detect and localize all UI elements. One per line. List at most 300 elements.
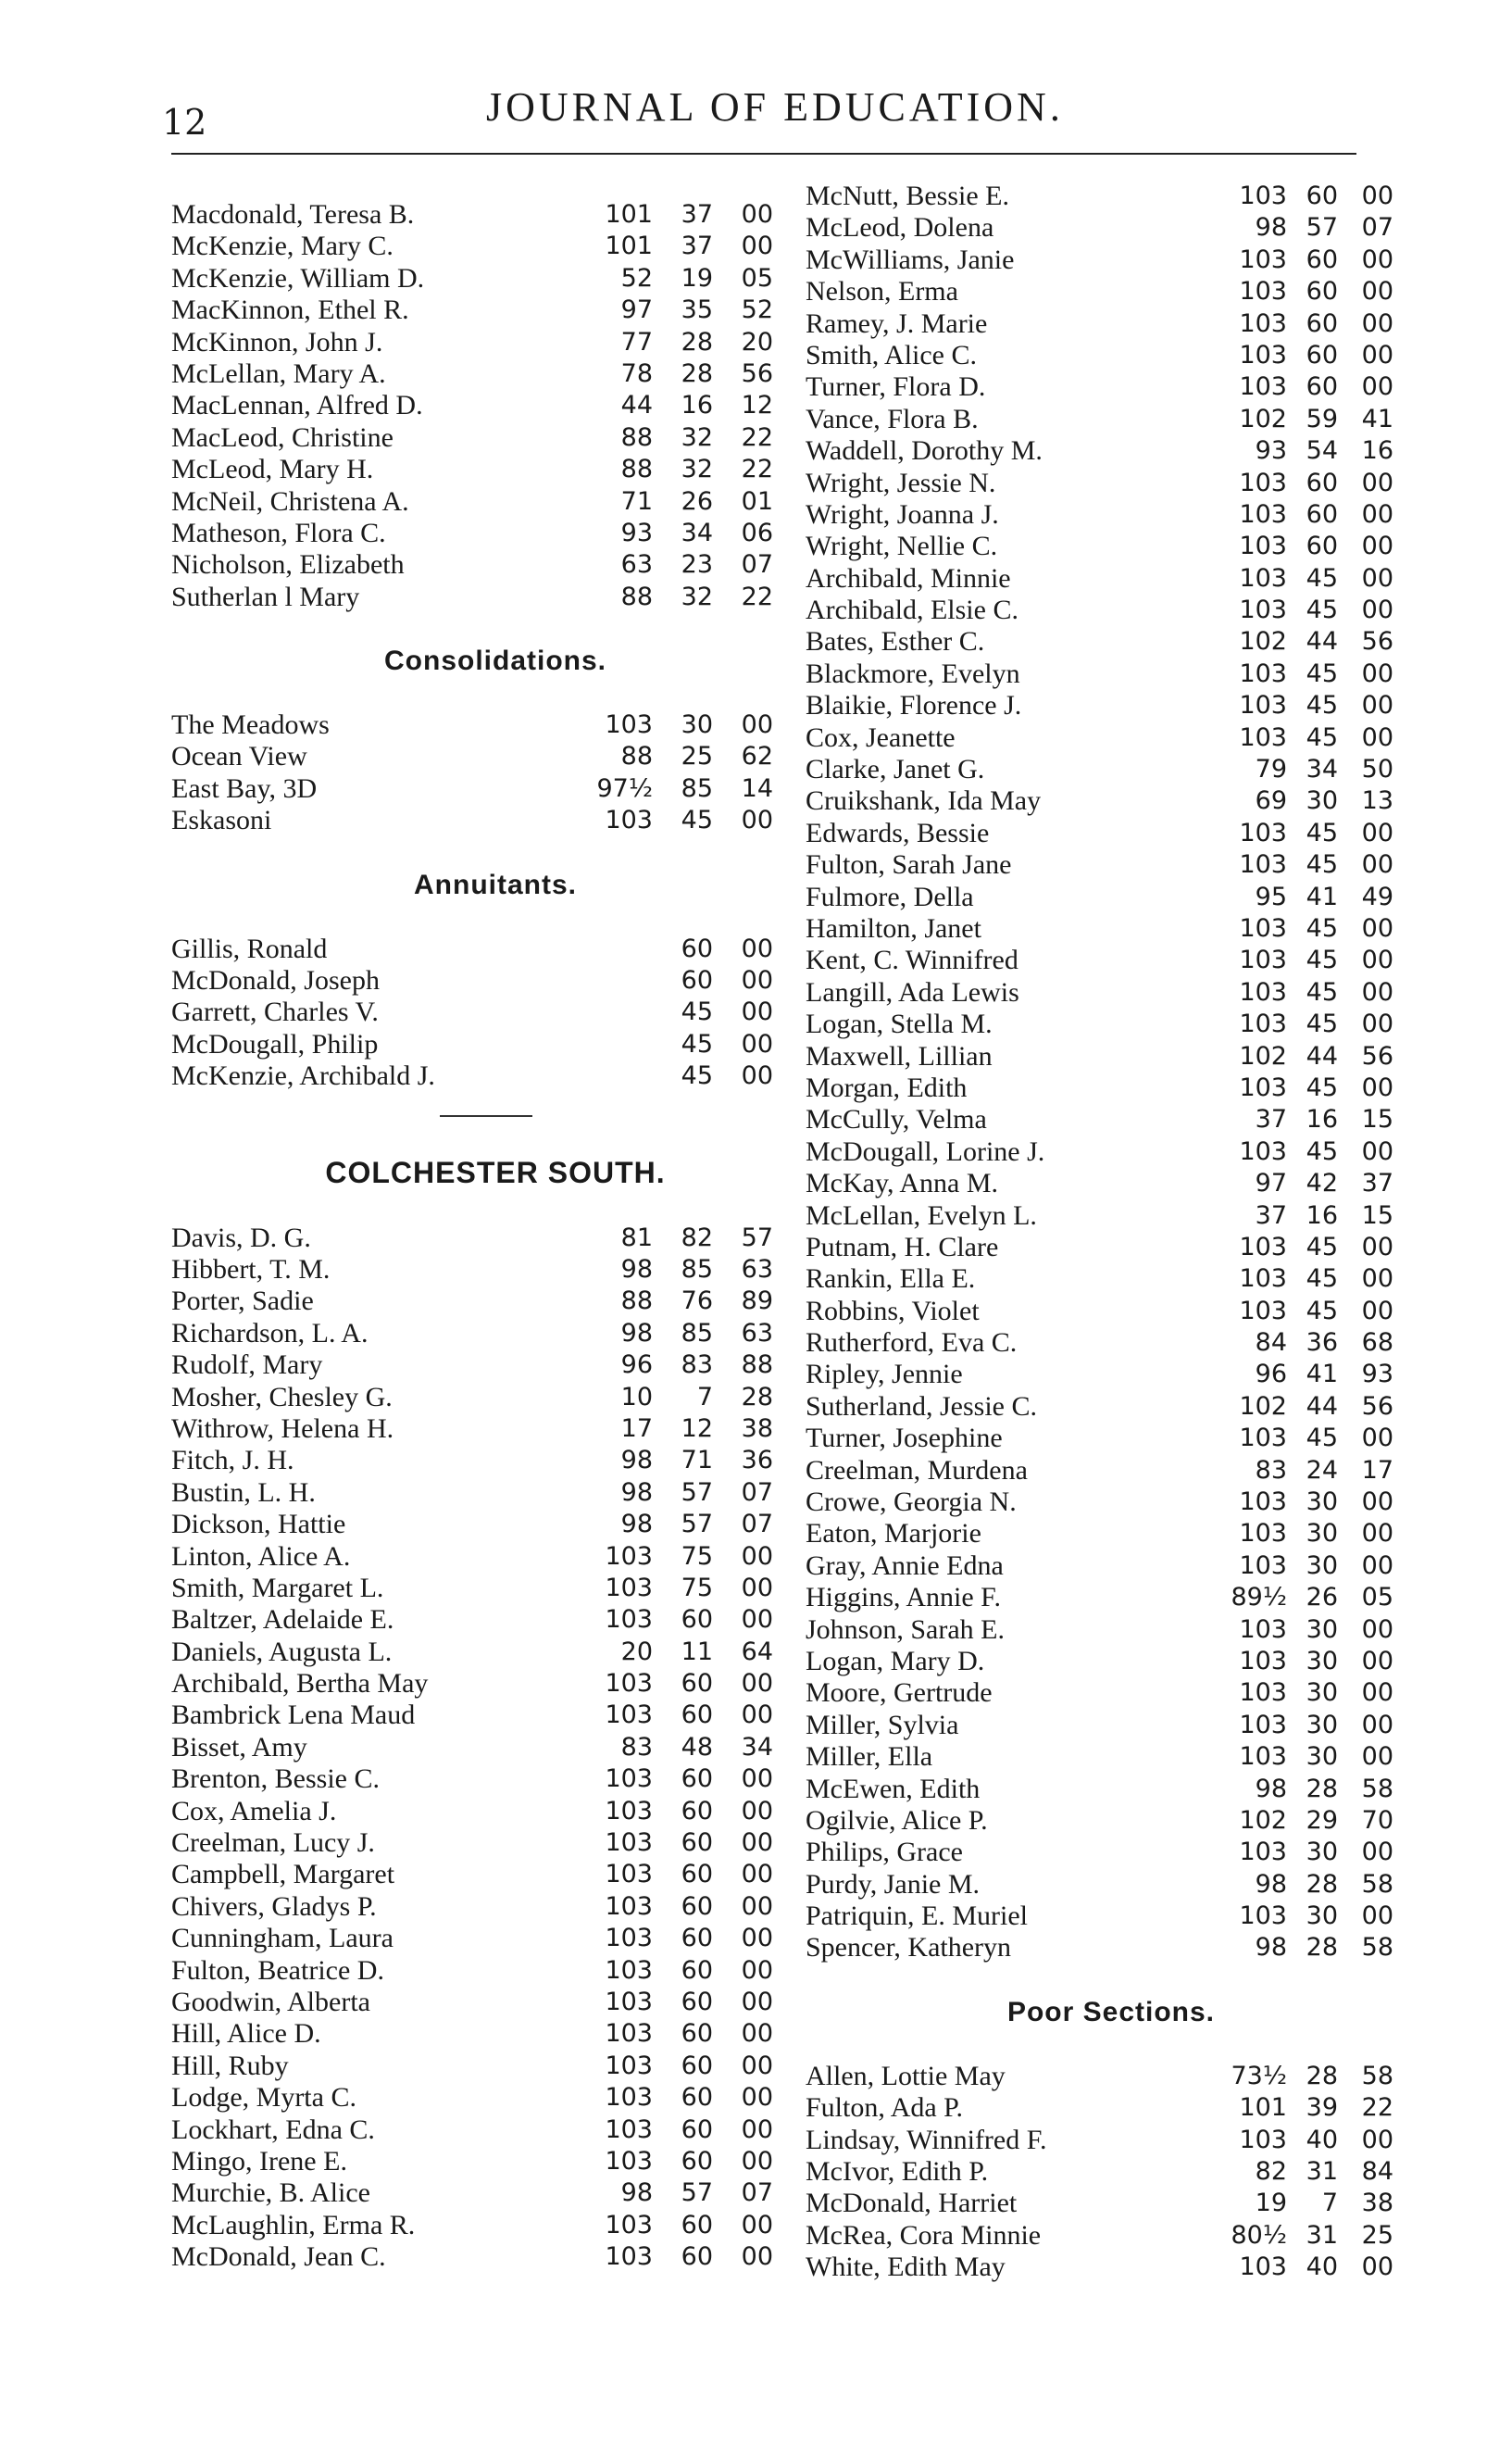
consolidations-heading: Consolidations.	[384, 646, 606, 677]
entry-value-a: 103	[605, 2146, 653, 2176]
entry-value-b: 45	[1306, 1136, 1338, 1166]
list-item	[171, 1955, 819, 1987]
entry-value-a: 103	[1239, 1646, 1287, 1675]
entry-value-b: 60	[681, 2210, 713, 2239]
list-item	[171, 965, 819, 997]
page-header	[162, 74, 1366, 148]
entry-value-b: 30	[1306, 1550, 1338, 1580]
entry-name: Waddell, Dorothy M.	[806, 435, 1043, 467]
entry-value-c: 58	[1361, 1774, 1393, 1803]
entry-value-b: 60	[681, 2146, 713, 2176]
entry-value-a: 88	[620, 422, 653, 452]
entry-value-b: 45	[1306, 1232, 1338, 1261]
entry-value-a: 102	[1239, 627, 1287, 657]
entry-name: Richardson, L. A.	[171, 1317, 369, 1349]
entry-value-a: 20	[620, 1637, 653, 1666]
entry-value-b: 85	[681, 1318, 713, 1348]
entry-value-a: 103	[1239, 1073, 1287, 1102]
entry-name: Goodwin, Alberta	[171, 1986, 370, 2017]
entry-name: McKenzie, Archibald J.	[171, 1060, 435, 1092]
entry-name: Garrett, Charles V.	[171, 997, 379, 1028]
entry-value-c: 28	[741, 1382, 773, 1411]
entry-value-b: 39	[1306, 2093, 1338, 2123]
entry-value-a: 103	[605, 1669, 653, 1699]
entry-name: McKenzie, Mary C.	[171, 231, 394, 262]
entry-value-c: 41	[1361, 404, 1393, 433]
list-item	[806, 2188, 1417, 2219]
entry-value-a: 103	[605, 2114, 653, 2144]
list-item	[806, 308, 1417, 340]
entry-value-c: 00	[741, 1955, 773, 1985]
entry-value-c: 38	[741, 1413, 773, 1443]
list-item	[806, 468, 1417, 499]
entry-value-b: 45	[681, 1029, 713, 1059]
entry-name: Sutherland, Jessie C.	[806, 1390, 1037, 1422]
list-item	[171, 1763, 819, 1795]
entry-value-c: 00	[1361, 977, 1393, 1007]
entry-value-a: 103	[1239, 1519, 1287, 1549]
entry-value-b: 32	[681, 582, 713, 611]
list-item	[806, 1391, 1417, 1423]
entry-value-a: 103	[1239, 277, 1287, 307]
entry-name: Fulton, Beatrice D.	[171, 1954, 384, 1986]
list-item	[171, 2051, 819, 2082]
entry-value-a: 103	[1239, 563, 1287, 593]
entry-value-b: 60	[1306, 468, 1338, 497]
entry-name: Smith, Margaret L.	[171, 1572, 384, 1603]
annuitants-list	[171, 934, 819, 1093]
list-item	[171, 1891, 819, 1923]
right-column	[806, 181, 1417, 2284]
entry-value-b: 16	[1306, 1200, 1338, 1230]
entry-value-a: 97	[1255, 1169, 1287, 1198]
entry-value-a: 103	[605, 1828, 653, 1858]
list-item	[171, 327, 819, 358]
entry-value-b: 44	[1306, 1041, 1338, 1071]
entry-value-c: 00	[741, 997, 773, 1027]
entry-value-c: 00	[741, 806, 773, 835]
list-item	[806, 1041, 1417, 1073]
entry-name: McLeod, Mary H.	[171, 454, 374, 485]
entry-name: McCully, Velma	[806, 1104, 987, 1135]
list-item	[806, 626, 1417, 658]
entry-value-c: 00	[1361, 1424, 1393, 1453]
entry-value-b: 16	[1306, 1105, 1338, 1135]
entry-value-b: 30	[1306, 1678, 1338, 1708]
entry-name: Macdonald, Teresa B.	[171, 199, 415, 230]
entry-value-c: 00	[1361, 499, 1393, 529]
entry-value-c: 00	[1361, 2252, 1393, 2282]
list-item	[171, 805, 819, 836]
list-item	[171, 1318, 819, 1349]
entry-value-c: 00	[1361, 1838, 1393, 1867]
consolidations-list	[171, 709, 819, 837]
entry-name: Vance, Flora B.	[806, 403, 979, 434]
entry-name: Hibbert, T. M.	[171, 1253, 331, 1285]
entry-name: White, Edith May	[806, 2252, 1006, 2283]
entry-value-b: 45	[1306, 1264, 1338, 1294]
entry-name: Ramey, J. Marie	[806, 307, 988, 339]
entry-value-b: 34	[1306, 755, 1338, 784]
list-item	[806, 531, 1417, 562]
list-item	[171, 1060, 819, 1092]
list-item	[171, 1286, 819, 1317]
list-item	[806, 1296, 1417, 1327]
entry-name: Bambrick Lena Maud	[171, 1700, 416, 1731]
entry-value-b: 60	[681, 2242, 713, 2272]
entry-name: Lindsay, Winnifred F.	[806, 2124, 1047, 2155]
entry-value-b: 45	[681, 1061, 713, 1091]
entry-value-b: 60	[681, 1828, 713, 1858]
entry-value-c: 00	[741, 2146, 773, 2176]
entry-value-a: 103	[605, 806, 653, 835]
entry-value-b: 30	[1306, 1838, 1338, 1867]
list-item	[806, 1232, 1417, 1263]
list-item	[806, 1677, 1417, 1709]
entry-value-a: 37	[1255, 1105, 1287, 1135]
entry-value-a: 93	[1255, 436, 1287, 466]
list-item	[171, 231, 819, 262]
entry-value-a: 103	[1239, 2252, 1287, 2282]
entry-value-b: 45	[1306, 913, 1338, 943]
list-item	[171, 518, 819, 549]
entry-value-c: 00	[1361, 245, 1393, 274]
list-item	[171, 454, 819, 485]
entry-value-a: 102	[1239, 1805, 1287, 1835]
list-item	[806, 2125, 1417, 2156]
list-item	[806, 435, 1417, 467]
entry-name: McDonald, Jean C.	[171, 2241, 386, 2273]
entry-value-a: 88	[620, 582, 653, 611]
entry-value-c: 22	[1361, 2093, 1393, 2123]
entry-value-a: 101	[605, 232, 653, 261]
entry-name: Ripley, Jennie	[806, 1359, 963, 1390]
entry-value-b: 28	[681, 358, 713, 388]
entry-name: Nicholson, Elizabeth	[171, 549, 405, 581]
entry-value-a: 103	[1239, 308, 1287, 338]
entry-value-b: 42	[1306, 1169, 1338, 1198]
list-item	[171, 773, 819, 805]
entry-name: Archibald, Elsie C.	[806, 595, 1018, 626]
entry-value-a: 103	[1239, 722, 1287, 752]
entry-name: Bisset, Amy	[171, 1731, 307, 1763]
list-item	[806, 276, 1417, 307]
entry-value-c: 00	[1361, 850, 1393, 880]
entry-value-a: 52	[620, 263, 653, 293]
entry-value-a: 71	[620, 486, 653, 516]
journal-title: JOURNAL OF EDUCATION.	[486, 84, 1064, 130]
entry-name: Nelson, Erma	[806, 276, 958, 307]
entry-value-c: 00	[741, 1061, 773, 1091]
entry-value-b: 45	[1306, 691, 1338, 721]
entry-value-a: 103	[1239, 532, 1287, 561]
entry-value-a: 103	[605, 1700, 653, 1730]
entry-value-c: 00	[741, 1541, 773, 1571]
entry-value-a: 98	[620, 1477, 653, 1507]
entry-value-b: 60	[681, 2019, 713, 2049]
entry-value-b: 12	[681, 1413, 713, 1443]
entry-name: Langill, Ada Lewis	[806, 976, 1019, 1008]
entry-value-a: 101	[1239, 2093, 1287, 2123]
entry-value-c: 52	[741, 295, 773, 325]
entry-name: Archibald, Bertha May	[171, 1668, 429, 1700]
entry-value-c: 89	[741, 1286, 773, 1316]
entry-value-c: 00	[1361, 1710, 1393, 1739]
entry-value-b: 19	[681, 263, 713, 293]
entry-value-a: 103	[1239, 818, 1287, 847]
list-item	[806, 1327, 1417, 1359]
list-item	[171, 997, 819, 1028]
entry-value-c: 00	[741, 1669, 773, 1699]
entry-name: Wright, Jessie N.	[806, 467, 996, 498]
entry-value-c: 00	[1361, 1550, 1393, 1580]
entry-name: Robbins, Violet	[806, 1295, 980, 1326]
entry-name: Smith, Alice C.	[806, 339, 978, 370]
list-item	[806, 1582, 1417, 1613]
entry-name: Cox, Jeanette	[806, 721, 956, 753]
entry-value-a: 10	[620, 1382, 653, 1411]
entry-value-b: 60	[1306, 308, 1338, 338]
list-item	[806, 1837, 1417, 1868]
entry-value-b: 60	[681, 934, 713, 963]
entry-value-b: 60	[681, 2083, 713, 2113]
entry-value-c: 25	[1361, 2220, 1393, 2250]
entry-name: East Bay, 3D	[171, 772, 318, 804]
list-item	[171, 1987, 819, 2018]
entry-value-b: 76	[681, 1286, 713, 1316]
entry-value-a: 103	[1239, 1710, 1287, 1739]
entry-value-b: 24	[1306, 1455, 1338, 1485]
entry-value-b: 45	[1306, 946, 1338, 975]
entry-value-a: 103	[1239, 850, 1287, 880]
entry-name: Sutherlan l Mary	[171, 581, 360, 612]
entry-value-b: 30	[1306, 786, 1338, 816]
entry-value-c: 22	[741, 422, 773, 452]
entry-value-c: 22	[741, 455, 773, 484]
entry-value-c: 05	[1361, 1583, 1393, 1612]
entry-value-c: 12	[741, 391, 773, 420]
entry-name: Purdy, Janie M.	[806, 1868, 981, 1900]
entry-value-b: 28	[1306, 1933, 1338, 1963]
entry-name: Daniels, Augusta L.	[171, 1636, 393, 1667]
entry-value-b: 30	[1306, 1646, 1338, 1675]
list-item	[171, 1923, 819, 1954]
entry-value-b: 7	[696, 1382, 713, 1411]
list-item	[171, 1668, 819, 1700]
entry-value-b: 40	[1306, 2252, 1338, 2282]
entry-name: Murchie, B. Alice	[171, 2177, 370, 2209]
entry-value-a: 96	[620, 1350, 653, 1380]
poor-sections-heading: Poor Sections.	[1006, 1996, 1216, 2027]
entry-value-c: 00	[1361, 1264, 1393, 1294]
entry-name: MacKinnon, Ethel R.	[171, 295, 409, 326]
entry-value-c: 22	[741, 582, 773, 611]
entry-value-b: 82	[681, 1223, 713, 1252]
list-item	[171, 1732, 819, 1763]
entry-value-a: 103	[605, 2083, 653, 2113]
entry-value-a: 103	[1239, 499, 1287, 529]
entry-value-a: 98	[1255, 1933, 1287, 1963]
entry-name: McDougall, Philip	[171, 1028, 379, 1060]
entry-value-c: 00	[1361, 1646, 1393, 1675]
entry-name: Rudolf, Mary	[171, 1349, 323, 1381]
entry-value-c: 64	[741, 1637, 773, 1666]
list-item	[171, 709, 819, 741]
entry-value-b: 71	[681, 1446, 713, 1475]
list-item	[171, 486, 819, 518]
list-item	[806, 1423, 1417, 1454]
entry-value-c: 00	[1361, 1742, 1393, 1772]
entry-value-c: 00	[1361, 532, 1393, 561]
entry-value-c: 00	[1361, 1010, 1393, 1039]
list-item	[806, 1200, 1417, 1232]
list-item	[806, 1741, 1417, 1773]
entry-value-b: 26	[681, 486, 713, 516]
list-item	[171, 1859, 819, 1890]
list-item	[171, 1604, 819, 1636]
entry-name: Creelman, Murdena	[806, 1454, 1028, 1486]
entry-value-a: 103	[1239, 340, 1287, 370]
entry-value-c: 93	[1361, 1360, 1393, 1389]
list-item	[171, 2177, 819, 2209]
list-item	[171, 1637, 819, 1668]
entry-value-b: 57	[681, 1477, 713, 1507]
entry-value-c: 00	[1361, 722, 1393, 752]
entry-value-a: 103	[1239, 913, 1287, 943]
entry-value-a: 103	[605, 1924, 653, 1953]
entry-value-c: 00	[1361, 277, 1393, 307]
entry-value-c: 37	[1361, 1169, 1393, 1198]
entry-name: Matheson, Flora C.	[171, 517, 386, 548]
entry-value-b: 60	[1306, 372, 1338, 402]
entry-value-c: 68	[1361, 1328, 1393, 1358]
entry-name: Baltzer, Adelaide E.	[171, 1604, 394, 1636]
entry-value-a: 103	[605, 2051, 653, 2080]
entry-value-c: 56	[741, 358, 773, 388]
entry-value-b: 60	[1306, 245, 1338, 274]
entry-name: Putnam, H. Clare	[806, 1231, 999, 1262]
entry-name: McKay, Anna M.	[806, 1168, 999, 1199]
list-item	[806, 1455, 1417, 1487]
entry-value-c: 58	[1361, 1933, 1393, 1963]
list-item	[806, 1263, 1417, 1295]
list-item	[171, 1700, 819, 1731]
list-item	[806, 1646, 1417, 1677]
entry-value-c: 50	[1361, 755, 1393, 784]
poor-sections-list	[806, 2061, 1417, 2284]
entry-value-a: 103	[605, 2019, 653, 2049]
entry-value-a: 98	[1255, 213, 1287, 243]
entry-value-c: 00	[741, 1987, 773, 2016]
entry-name: Logan, Mary D.	[806, 1645, 985, 1676]
entry-value-a: 103	[1239, 1614, 1287, 1644]
list-item	[171, 1445, 819, 1476]
entry-value-c: 00	[741, 1764, 773, 1794]
entry-name: Wright, Joanna J.	[806, 498, 999, 530]
list-item	[806, 1104, 1417, 1135]
entry-name: Campbell, Margaret	[171, 1859, 395, 1890]
entry-value-a: 103	[605, 1891, 653, 1921]
entry-value-b: 83	[681, 1350, 713, 1380]
entry-value-b: 45	[1306, 1073, 1338, 1102]
entry-name: Gray, Annie Edna	[806, 1549, 1004, 1581]
entry-value-c: 00	[1361, 1487, 1393, 1517]
entry-value-c: 00	[741, 2083, 773, 2113]
list-item	[806, 1901, 1417, 1932]
entry-value-b: 60	[1306, 499, 1338, 529]
entry-value-c: 00	[741, 934, 773, 963]
entry-value-a: 103	[1239, 372, 1287, 402]
entry-value-c: 49	[1361, 882, 1393, 911]
list-item	[806, 785, 1417, 817]
entry-name: Clarke, Janet G.	[806, 754, 985, 785]
entry-value-c: 00	[1361, 913, 1393, 943]
entry-value-c: 00	[741, 2019, 773, 2049]
entry-value-a: 93	[620, 518, 653, 547]
entry-value-a: 98	[620, 1510, 653, 1539]
entry-value-b: 26	[1306, 1583, 1338, 1612]
entry-value-a: 83	[1255, 1455, 1287, 1485]
entry-name: McWilliams, Janie	[806, 244, 1015, 275]
entry-value-c: 07	[741, 550, 773, 580]
list-item	[806, 1009, 1417, 1040]
entry-value-b: 45	[1306, 1296, 1338, 1325]
entry-name: Kent, C. Winnifred	[806, 945, 1018, 976]
entry-value-b: 28	[681, 327, 713, 357]
entry-name: Maxwell, Lillian	[806, 1040, 993, 1072]
list-item	[806, 1487, 1417, 1518]
entry-value-a: 103	[1239, 2125, 1287, 2154]
entry-value-b: 31	[1306, 2220, 1338, 2250]
entry-value-a: 103	[1239, 1136, 1287, 1166]
entry-value-c: 00	[741, 1700, 773, 1730]
entry-value-c: 63	[741, 1318, 773, 1348]
entry-value-c: 16	[1361, 436, 1393, 466]
entry-value-c: 00	[1361, 468, 1393, 497]
entry-value-a: 97	[620, 295, 653, 325]
entry-value-b: 7	[1321, 2189, 1338, 2218]
entry-name: Dickson, Hattie	[171, 1509, 346, 1540]
entry-value-a: 96	[1255, 1360, 1287, 1389]
list-item	[806, 2156, 1417, 2188]
list-item	[806, 563, 1417, 595]
entry-value-b: 28	[1306, 1869, 1338, 1899]
list-item	[806, 690, 1417, 721]
entry-name: Cox, Amelia J.	[171, 1795, 337, 1826]
entry-value-a: 98	[1255, 1774, 1287, 1803]
entry-value-c: 00	[1361, 340, 1393, 370]
entry-value-b: 60	[681, 2051, 713, 2080]
entry-value-a: 103	[1239, 1264, 1287, 1294]
right-list	[806, 181, 1417, 1964]
entry-name: Spencer, Katheryn	[806, 1932, 1012, 1963]
entry-value-b: 48	[681, 1732, 713, 1762]
list-item	[806, 404, 1417, 435]
entry-name: Higgins, Annie F.	[806, 1582, 1001, 1613]
entry-value-c: 13	[1361, 786, 1393, 816]
entry-value-c: 38	[1361, 2189, 1393, 2218]
list-item	[171, 263, 819, 295]
list-item	[806, 499, 1417, 531]
list-item	[806, 595, 1417, 626]
entry-value-b: 16	[681, 391, 713, 420]
entry-value-a: 103	[1239, 245, 1287, 274]
entry-value-a: 103	[605, 710, 653, 740]
list-item	[806, 1136, 1417, 1168]
entry-name: Bustin, L. H.	[171, 1476, 316, 1508]
entry-value-b: 44	[1306, 627, 1338, 657]
entry-name: Turner, Josephine	[806, 1423, 1003, 1454]
